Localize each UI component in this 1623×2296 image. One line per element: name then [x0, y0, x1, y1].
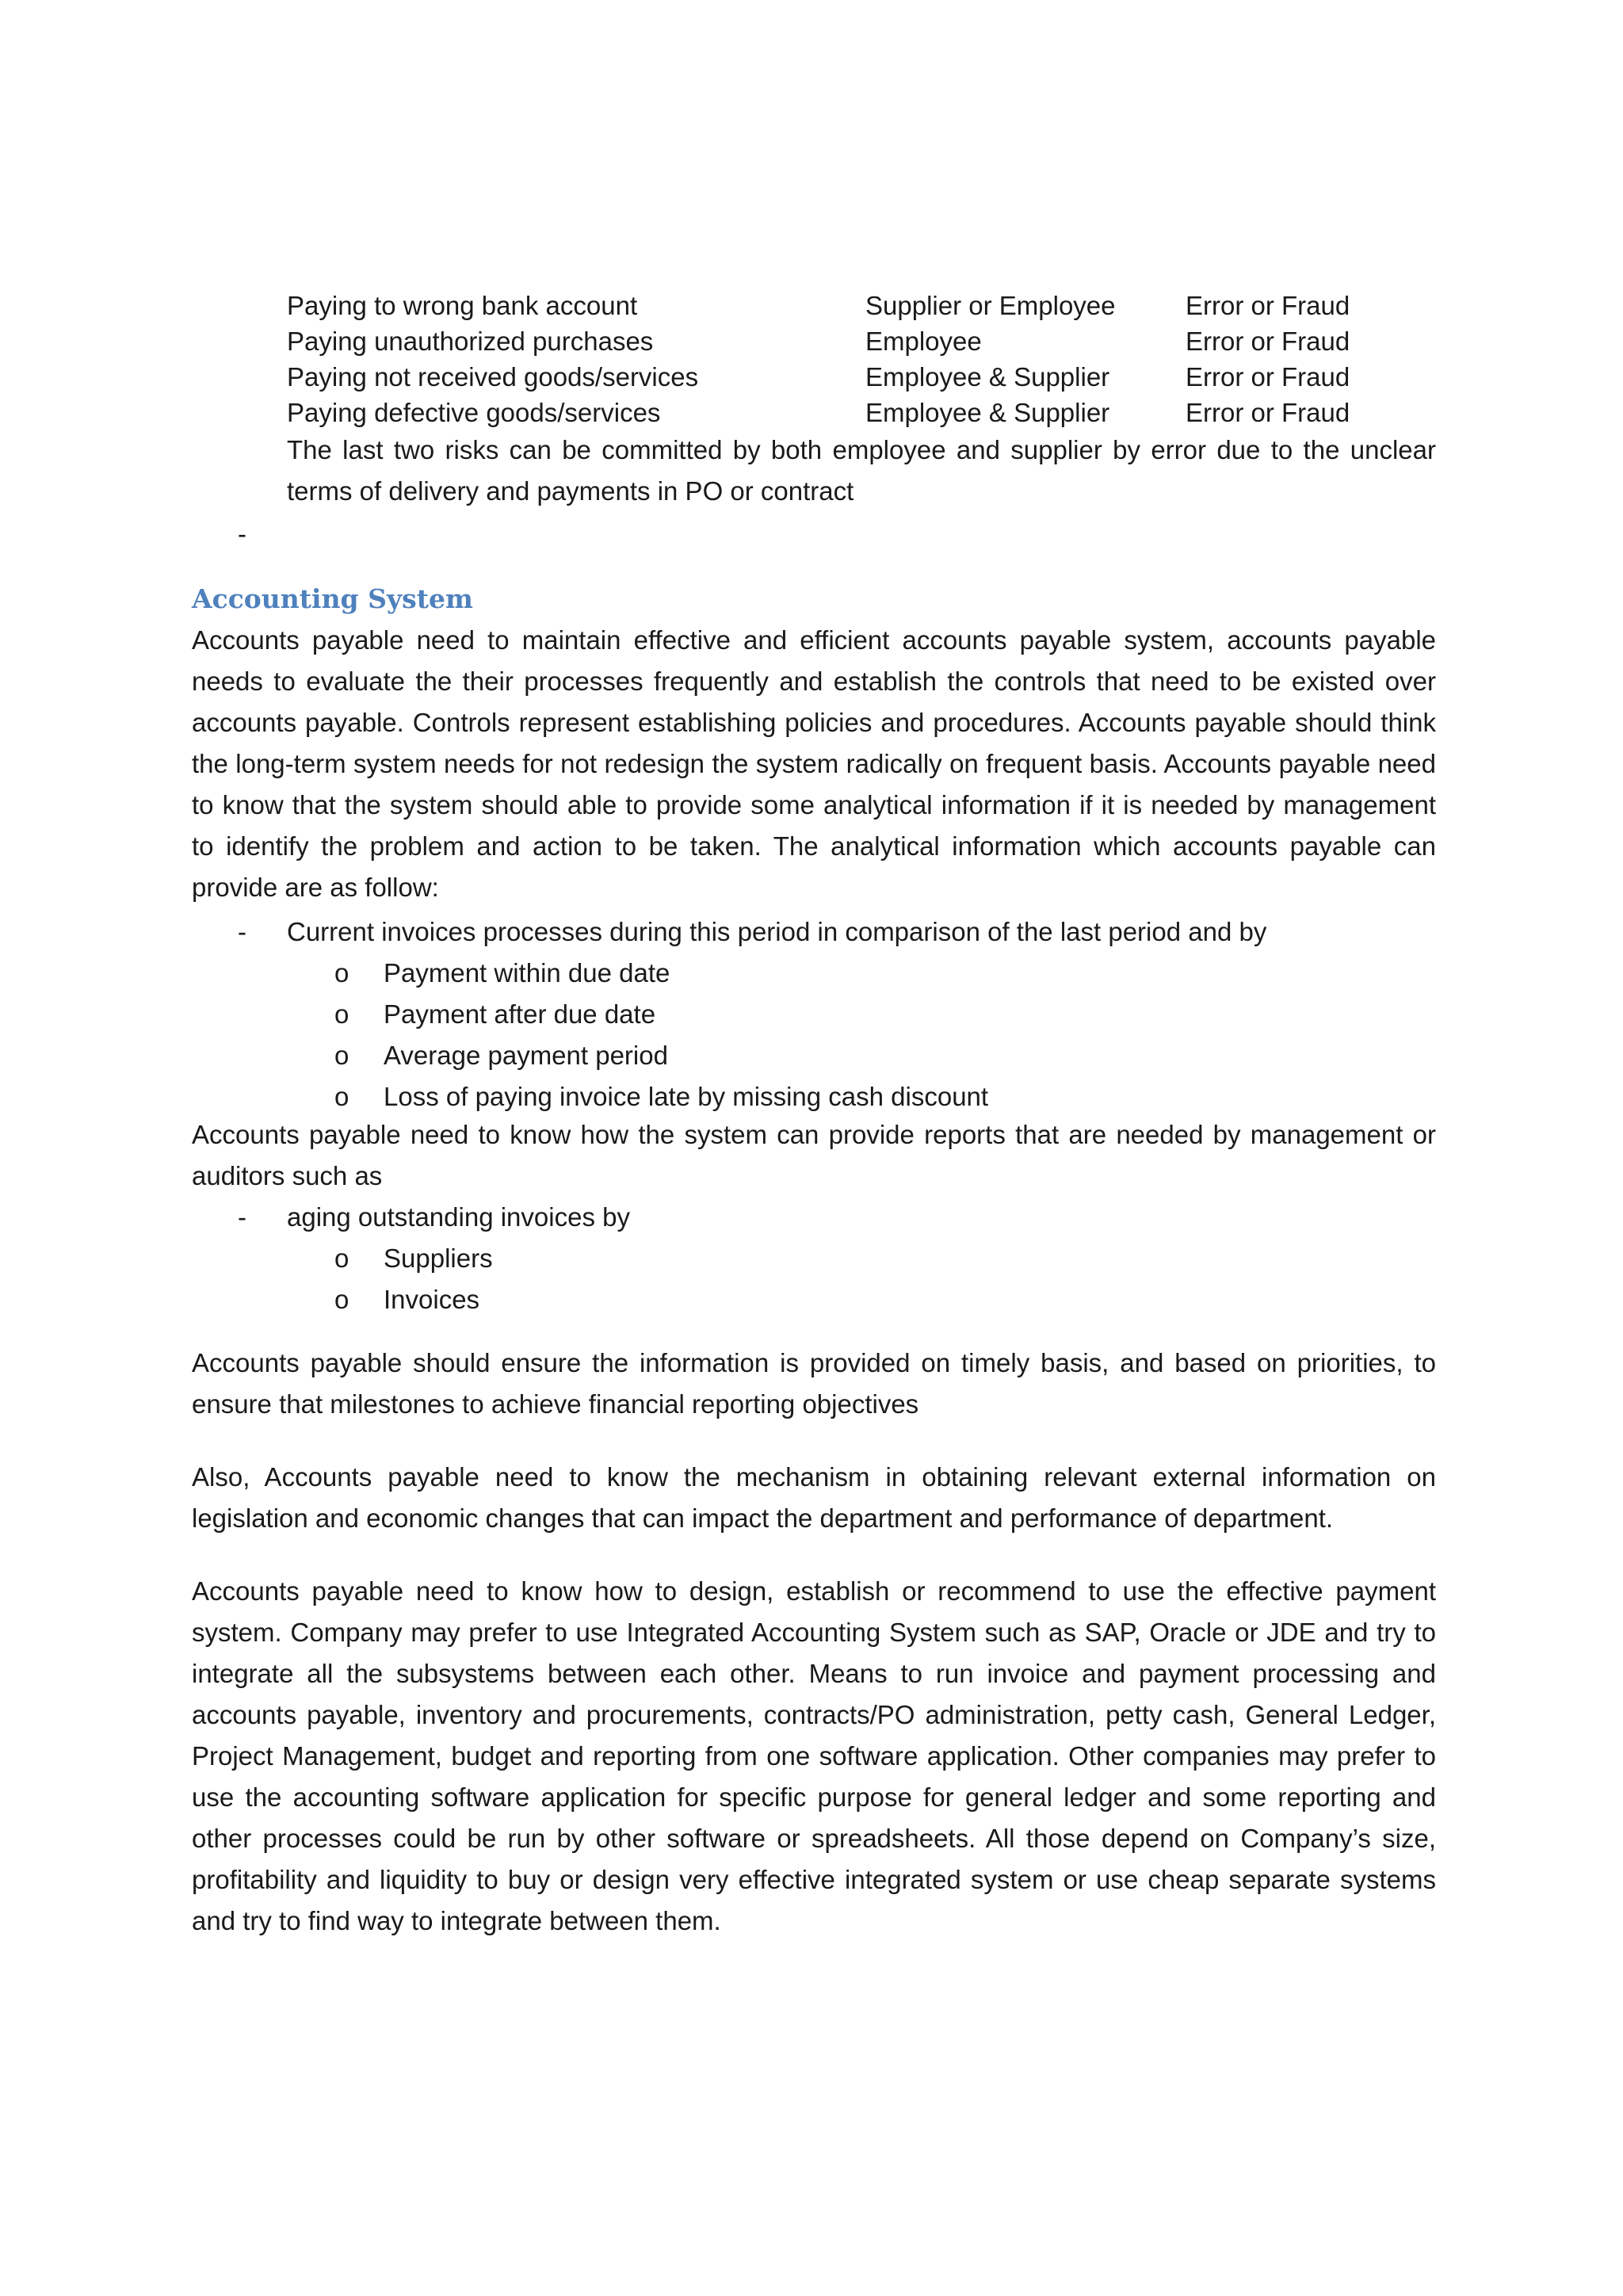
circle-bullet: o [334, 1285, 349, 1314]
sub-list-item-text: Average payment period [384, 1041, 668, 1070]
section-heading: Accounting System [192, 583, 473, 614]
list-item [238, 1197, 630, 1238]
sub-list-item-text: Suppliers [384, 1244, 493, 1273]
circle-bullet: o [334, 958, 349, 988]
risk-row [287, 359, 1436, 395]
list-item [238, 911, 1266, 953]
risk-table-note: The last two risks can be committed by both employee and supplier by error due to the unclear terms of delivery and payments in PO or contract [287, 435, 1436, 506]
paragraph: Accounts payable need to know how to design, establish or recommend to use the effective payment system. Company may prefer to use Integrated Accounting System such as SAP, Oracle or JDE and try to integrate all the subsystems between each other. Means to run invoice and payment processing and accounts payable, inventory and procurements, contracts/PO administration, petty cash, General Ledger, Project Management, budget and reporting from one software application. Other companies may prefer to use the accounting software application for specific purpose for general ledger and some reporting and other processes could be run by other software or spreadsheets. All those depend on Company’s size, profitability and liquidity to buy or design very effective integrated system or use cheap separate systems and try to find way to integrate between them. [192, 1576, 1436, 1935]
risk-row [287, 288, 1436, 323]
sub-list-item-text: Loss of paying invoice late by missing cash discount [384, 1082, 989, 1111]
circle-bullet: o [334, 1041, 349, 1070]
risk-party: Employee & Supplier [865, 362, 1110, 392]
risk-party: Supplier or Employee [865, 291, 1116, 320]
risk-party: Employee [865, 327, 982, 356]
sub-list-item [334, 953, 670, 994]
risk-type: Error or Fraud [1186, 398, 1350, 427]
risk-type: Error or Fraud [1186, 327, 1350, 356]
dash-bullet: - [238, 917, 246, 946]
dash-bullet: - [238, 1202, 246, 1232]
circle-bullet: o [334, 1244, 349, 1273]
sub-list-item [334, 1238, 493, 1279]
sub-list-item [334, 1279, 479, 1320]
risk-type: Error or Fraud [1186, 362, 1350, 392]
sub-list-item-text: Payment within due date [384, 958, 670, 988]
risk-description: Paying unauthorized purchases [287, 327, 654, 356]
list-item-text: Current invoices processes during this period in comparison of the last period and by [287, 917, 1267, 946]
risk-party: Employee & Supplier [865, 398, 1110, 427]
paragraph: Accounts payable need to know how the system can provide reports that are needed by management or auditors such as [192, 1120, 1436, 1190]
sub-list-item-text: Invoices [384, 1285, 480, 1314]
risk-row [287, 395, 1436, 430]
risk-row [287, 323, 1436, 359]
risk-description: Paying defective goods/services [287, 398, 661, 427]
risk-description: Paying to wrong bank account [287, 291, 638, 320]
risk-table [287, 288, 1436, 430]
circle-bullet: o [334, 1082, 349, 1111]
empty-list-dash: - [238, 519, 246, 548]
sub-list-item [334, 994, 655, 1035]
sub-list-item [334, 1076, 988, 1117]
sub-list-item-text: Payment after due date [384, 999, 656, 1029]
list-item-text: aging outstanding invoices by [287, 1202, 630, 1232]
paragraph: Accounts payable should ensure the information is provided on timely basis, and based on priorities, to ensure that milestones to achieve financial reporting objectives [192, 1348, 1436, 1419]
paragraph: Also, Accounts payable need to know the mechanism in obtaining relevant external information on legislation and economic changes that can impact the department and performance of department. [192, 1462, 1436, 1533]
paragraph: Accounts payable need to maintain effective and efficient accounts payable system, accounts payable needs to evaluate the their processes frequently and establish the controls that need to be existed over accounts payable. Controls represent establishing policies and procedures. Accounts payable should think the long-term system needs for not redesign the system radically on frequent basis. Accounts payable need to know that the system should able to provide some analytical information if it is needed by management to identify the problem and action to be taken. The analytical information which accounts payable can provide are as follow: [192, 625, 1436, 902]
risk-description: Paying not received goods/services [287, 362, 699, 392]
risk-type: Error or Fraud [1186, 291, 1350, 320]
sub-list-item [334, 1035, 668, 1076]
circle-bullet: o [334, 999, 349, 1029]
